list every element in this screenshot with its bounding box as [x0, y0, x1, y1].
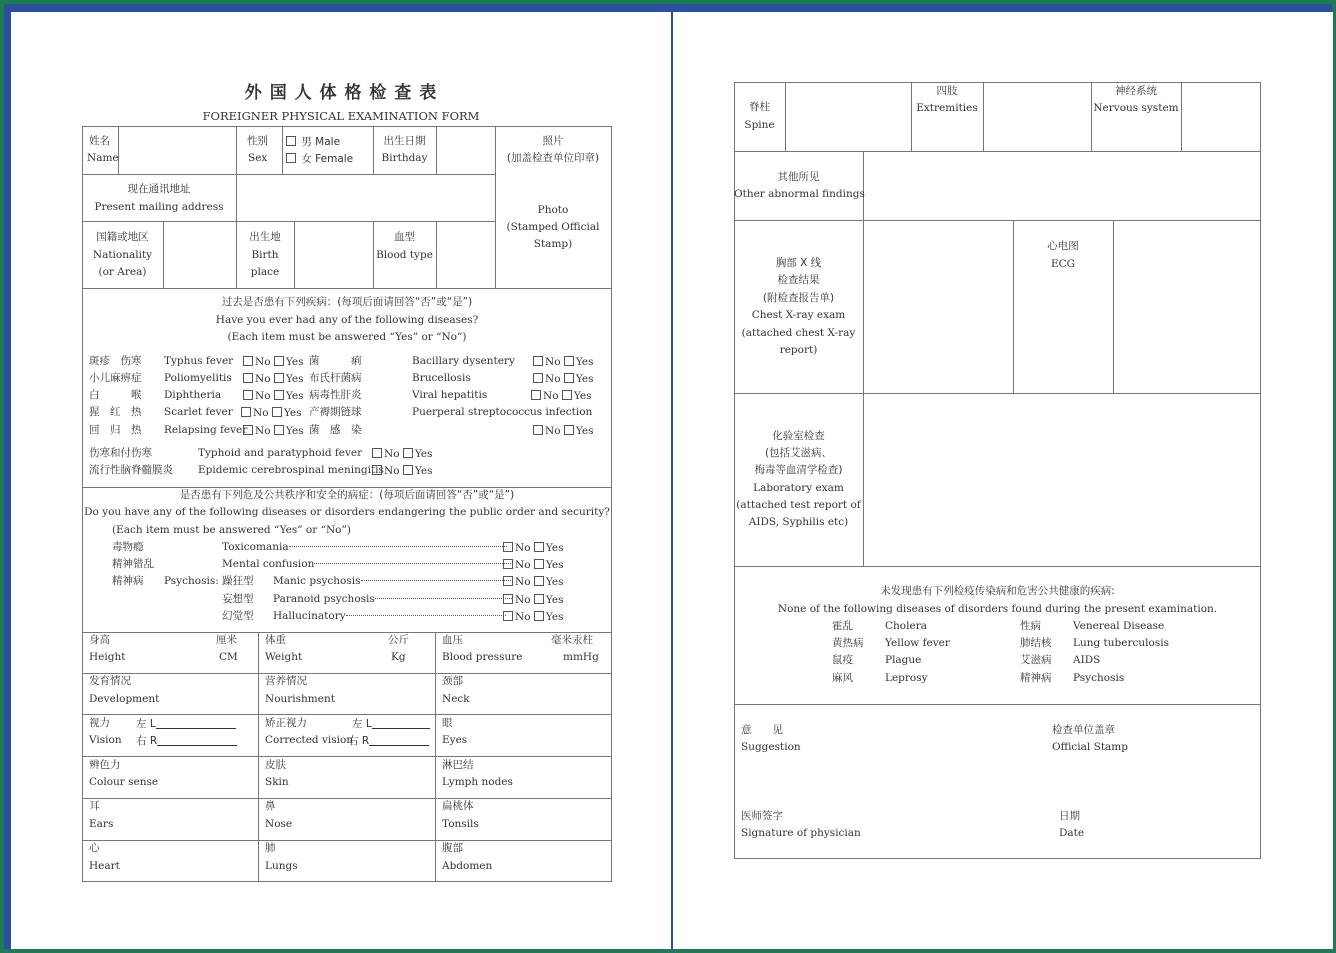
neck-label-en: Neck [442, 693, 470, 705]
form-page-1 [11, 12, 671, 949]
disorder-line: Hallucinatory [273, 611, 506, 623]
extremities-label-en: Extremities [916, 102, 978, 114]
disorder-label-zh: 精神病 [112, 575, 144, 587]
cholera-label-en: Cholera [885, 620, 927, 632]
xray-label-zh1: 胸部 X 线 [775, 257, 822, 269]
photo-label-en: Photo [537, 204, 569, 216]
birthday-label-en: Birthday [381, 152, 428, 164]
colour-label-en: Colour sense [89, 776, 159, 788]
vision-label-zh: 视力 [89, 717, 110, 729]
development-label-zh: 发育情况 [89, 675, 131, 687]
eyes-label-en: Eyes [442, 734, 468, 746]
abdomen-label-en: Abdomen [442, 860, 493, 872]
corrected-left-field[interactable]: 左 L [352, 718, 430, 731]
xray-label-en1: Chest X-ray exam [751, 309, 846, 321]
nationality-label-en2: (or Area) [98, 266, 147, 278]
vision-left-field[interactable]: 左 L [136, 718, 236, 731]
photo-stamp-zh: (加盖检查单位印章) [506, 152, 600, 164]
xray-label-zh3: (附检查报告单) [762, 292, 835, 304]
female-checkbox[interactable] [286, 153, 296, 163]
bp-unit-en: mmHg [563, 651, 599, 663]
disease-answer[interactable]: No Yes [533, 373, 593, 386]
height-label-en: Height [89, 651, 126, 663]
lungs-label-zh: 肺 [265, 842, 276, 854]
disease-label-en: Brucellosis [412, 372, 471, 384]
weight-label-zh: 体重 [265, 634, 286, 646]
disorder-answer[interactable]: No Yes [503, 559, 563, 572]
tonsils-label-zh: 扁桃体 [442, 800, 474, 812]
disease-label-zh: 小儿麻痹症 [89, 372, 142, 384]
disease-answer[interactable]: No Yes [372, 448, 432, 461]
disorder-answer[interactable]: No Yes [503, 611, 563, 624]
none-found-zh: 未发现患有下列检疫传染病和危害公共健康的疾病: [880, 585, 1115, 597]
form-title-en: FOREIGNER PHYSICAL EXAMINATION FORM [202, 109, 480, 123]
disorder-line: Toxicomania [222, 542, 507, 554]
disease-label-en: Viral hepatitis [412, 389, 488, 401]
disease-label-zh: 白 喉 [89, 389, 142, 401]
disease-answer[interactable]: No Yes [372, 465, 432, 478]
tb-label-en: Lung tuberculosis [1073, 637, 1169, 649]
weight-label-en: Weight [265, 651, 303, 663]
disorder-answer[interactable]: No Yes [503, 594, 563, 607]
aids-label-zh: 艾滋病 [1020, 654, 1052, 666]
disease-answer[interactable]: No Yes [243, 356, 303, 369]
disease-label-zh: 菌 感 染 [309, 424, 362, 436]
disease-label-zh: 回 归 热 [89, 424, 142, 436]
birthplace-label-zh: 出生地 [249, 231, 281, 243]
sex-label-en: Sex [248, 152, 268, 164]
corrected-vision-label-en: Corrected vision [265, 734, 354, 746]
disorder-label-zh: 妄想型 [222, 593, 254, 605]
disease-label-zh: 布氏杆菌病 [309, 372, 362, 384]
lab-label-zh1: 化验室检查 [772, 430, 825, 442]
form-page-2 [673, 12, 1333, 949]
psychosis-label-zh: 精神病 [1020, 672, 1052, 684]
nourishment-label-en: Nourishment [265, 693, 335, 705]
neck-label-zh: 颈部 [442, 675, 463, 687]
heart-label-zh: 心 [89, 842, 100, 854]
female-option[interactable]: 女 Female [286, 153, 353, 166]
past-question-en2: (Each item must be answered “Yes” or “No”) [227, 331, 467, 343]
stamp-label-zh: 检查单位盖章 [1052, 724, 1115, 736]
ears-label-en: Ears [89, 818, 114, 830]
vision-label-en: Vision [89, 734, 122, 746]
date-label-en: Date [1059, 827, 1085, 839]
birthplace-label-en2: place [250, 266, 280, 278]
past-question-en1: Have you ever had any of the following diseases? [215, 314, 479, 326]
bp-unit-zh: 毫米汞柱 [551, 634, 593, 646]
tonsils-label-en: Tonsils [442, 818, 479, 830]
disease-label-en: Typhoid and paratyphoid fever [198, 447, 363, 459]
disease-label-zh: 病毒性肝炎 [309, 389, 362, 401]
corrected-vision-label-zh: 矫正视力 [265, 717, 307, 729]
disease-answer[interactable]: No Yes [533, 425, 593, 438]
other-findings-label-en: Other abnormal findings [734, 188, 865, 200]
disorder-line: Paranoid psychosis [273, 594, 512, 606]
male-option[interactable]: 男 Male [286, 136, 340, 149]
disease-answer[interactable]: No Yes [241, 407, 301, 420]
signature-label-zh: 医师签字 [741, 810, 783, 822]
birthplace-label-en1: Birth [251, 249, 279, 261]
address-label-en: Present mailing address [94, 201, 224, 213]
viewer-background [4, 4, 1332, 949]
lymph-label-en: Lymph nodes [442, 776, 513, 788]
disorder-answer[interactable]: No Yes [503, 542, 563, 555]
disease-label-en: Scarlet fever [164, 406, 233, 418]
aids-label-en: AIDS [1073, 654, 1101, 666]
height-unit-en: CM [219, 651, 238, 663]
colour-label-zh: 辨色力 [89, 759, 121, 771]
nationality-label-en1: Nationality [92, 249, 153, 261]
blood-label-zh: 血型 [394, 231, 415, 243]
disease-label-zh: 产褥期链球 [309, 406, 362, 418]
nationality-label-zh: 国籍或地区 [96, 231, 149, 243]
disorder-label-en: Psychosis: [164, 575, 219, 587]
extremities-label-zh: 四肢 [936, 85, 958, 97]
disease-label-zh: 流行性脑脊髓膜炎 [89, 464, 173, 476]
plague-label-zh: 鼠疫 [832, 654, 853, 666]
yellow-fever-label-zh: 黄热病 [832, 637, 864, 649]
none-found-en: None of the following diseases of disorders found during the present examination. [777, 603, 1218, 615]
weight-unit-en: Kg [391, 651, 406, 663]
current-question-en1: Do you have any of the following diseases or disorders endangering the public order and security? [84, 506, 610, 518]
disease-answer[interactable]: No Yes [243, 425, 303, 438]
bp-label-en: Blood pressure [442, 651, 523, 663]
xray-label-zh2: 检查结果 [777, 274, 820, 286]
vision-right-field[interactable]: 右 R [136, 735, 237, 748]
nose-label-en: Nose [265, 818, 293, 830]
photo-label-zh: 照片 [542, 135, 564, 147]
ecg-label-zh: 心电图 [1047, 240, 1079, 252]
disorder-answer[interactable]: No Yes [503, 576, 563, 589]
birthday-label-zh: 出生日期 [383, 135, 426, 147]
nose-label-zh: 鼻 [265, 800, 276, 812]
disease-label-zh: 伤寒和付伤寒 [89, 447, 152, 459]
form-title-zh: 外 国 人 体 格 检 查 表 [244, 83, 438, 103]
suggestion-label-zh: 意 见 [741, 724, 783, 736]
venereal-label-en: Venereal Disease [1073, 620, 1165, 632]
heart-label-en: Heart [89, 860, 120, 872]
development-label-en: Development [89, 693, 160, 705]
disease-label-en: Relapsing fever [164, 424, 248, 436]
disease-label-zh: 斑疹 伤寒 [89, 355, 142, 367]
tb-label-zh: 肺结核 [1020, 637, 1052, 649]
nourishment-label-zh: 营养情况 [265, 675, 307, 687]
suggestion-label-en: Suggestion [741, 741, 801, 753]
disease-label-en: Poliomyelitis [164, 372, 232, 384]
plague-label-en: Plague [885, 654, 922, 666]
xray-label-en3: report) [779, 344, 818, 356]
male-checkbox[interactable] [286, 136, 296, 146]
sex-label-zh: 性别 [247, 135, 268, 147]
leprosy-label-zh: 麻风 [832, 672, 853, 684]
spine-label-zh: 脊柱 [749, 101, 770, 113]
nervous-label-en: Nervous system [1093, 102, 1179, 114]
disease-answer[interactable]: No Yes [531, 390, 591, 403]
ecg-label-en: ECG [1050, 258, 1076, 270]
name-label-zh: 姓名 [89, 135, 110, 147]
skin-label-en: Skin [265, 776, 289, 788]
disease-label-en: Epidemic cerebrospinal meningitis [198, 464, 384, 476]
disorder-label-zh: 毒物瘾 [112, 541, 144, 553]
lab-label-en2: (attached test report of [736, 499, 861, 511]
disorder-label-zh: 精神错乱 [112, 558, 154, 570]
disease-label-zh: 菌 痢 [309, 355, 362, 367]
lymph-label-zh: 淋巴结 [442, 759, 474, 771]
lab-label-zh2: (包括艾滋病、 [764, 447, 833, 459]
spine-label-en: Spine [744, 119, 775, 131]
photo-stamp-en-1: (Stamped Official [506, 221, 600, 233]
lab-label-en3: AIDS, Syphilis etc) [748, 516, 849, 528]
disorder-label-zh: 幻觉型 [222, 610, 254, 622]
venereal-label-zh: 性病 [1020, 620, 1041, 632]
leprosy-label-en: Leprosy [885, 672, 928, 684]
disease-label-en: Puerperal streptococcus infection [412, 406, 593, 418]
lungs-label-en: Lungs [265, 860, 298, 872]
current-question-zh: 是否患有下列危及公共秩序和安全的病症：(每项后面请回答“否”或“是”) [179, 489, 515, 501]
disease-label-en: Diphtheria [164, 389, 222, 401]
disease-answer[interactable]: No Yes [243, 373, 303, 386]
bp-label-zh: 血压 [442, 634, 463, 646]
date-label-zh: 日期 [1059, 810, 1080, 822]
nervous-label-zh: 神经系统 [1115, 85, 1157, 97]
ears-label-zh: 耳 [89, 800, 100, 812]
psychosis-label-en: Psychosis [1073, 672, 1125, 684]
disease-label-zh: 猩 红 热 [89, 406, 142, 418]
disease-label-en: Bacillary dysentery [412, 355, 515, 367]
height-label-zh: 身高 [89, 634, 110, 646]
disorder-line: Mental confusion [222, 559, 511, 571]
address-label-zh: 现在通讯地址 [127, 183, 191, 195]
eyes-label-zh: 眼 [442, 717, 453, 729]
disorder-label-zh: 躁狂型 [222, 575, 254, 587]
height-unit-zh: 厘米 [216, 634, 237, 646]
disease-answer[interactable]: No Yes [533, 356, 593, 369]
photo-stamp-en-2: Stamp) [533, 238, 573, 250]
other-findings-label-zh: 其他所见 [777, 171, 820, 183]
disease-label-en: Typhus fever [164, 355, 234, 367]
yellow-fever-label-en: Yellow fever [885, 637, 950, 649]
xray-label-en2: (attached chest X-ray [741, 327, 856, 339]
skin-label-zh: 皮肤 [265, 759, 286, 771]
weight-unit-zh: 公斤 [388, 634, 409, 646]
lab-label-zh3: 梅毒等血清学检查) [754, 464, 843, 476]
signature-label-en: Signature of physician [741, 827, 861, 839]
name-label-en: Name [87, 152, 119, 164]
lab-label-en1: Laboratory exam [753, 482, 844, 494]
corrected-right-field[interactable]: 右 R [348, 735, 429, 748]
past-question-zh: 过去是否患有下列疾病：(每项后面请回答“否”或“是”) [221, 296, 473, 308]
cholera-label-zh: 霍乱 [832, 620, 853, 632]
stamp-label-en: Official Stamp [1052, 741, 1128, 753]
disease-answer[interactable]: No Yes [243, 390, 303, 403]
abdomen-label-zh: 腹部 [442, 842, 463, 854]
blood-label-en: Blood type [376, 249, 433, 261]
disorder-line: Manic psychosis [273, 576, 511, 588]
current-question-en2: (Each item must be answered “Yes” or “No”) [112, 524, 351, 536]
